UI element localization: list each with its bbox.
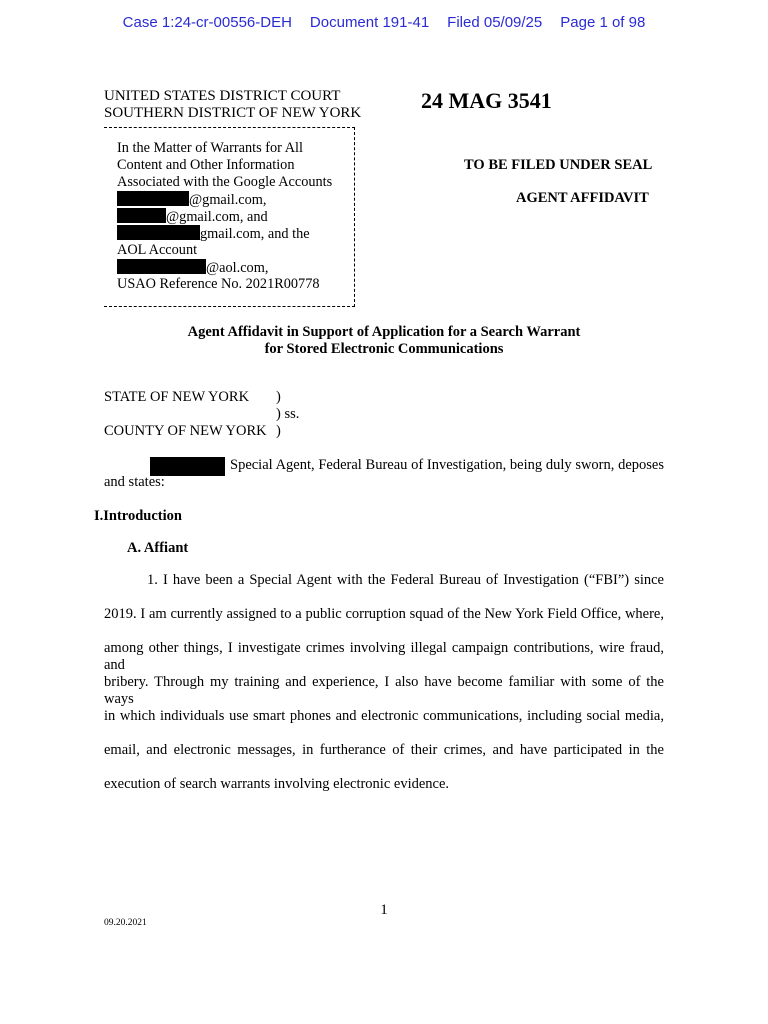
court-line-2: SOUTHERN DISTRICT OF NEW YORK [104,105,362,121]
caption-line-gmail-1 [117,191,332,208]
caption-line-aol [117,259,332,276]
paragraph-line: 1. I have been a Special Agent with the Federal Bureau of Investigation (“FBI”) since [147,572,664,588]
paragraph-line: execution of search warrants involving electronic evidence. [104,776,450,792]
caption-line: Associated with the Google Accounts [117,174,333,190]
caption-line: Content and Other Information [117,157,295,173]
redaction-block [117,259,206,274]
venue-block [104,389,267,440]
caption-line: USAO Reference No. 2021R00778 [117,276,320,292]
paragraph-line: in which individuals use smart phones and electronic communications, including social media, [104,708,664,724]
paragraph-line: email, and electronic messages, in furtherance of their crimes, and have participated in the [104,742,664,758]
paren: ) [276,423,281,439]
paren-ss: ) ss. [276,406,300,422]
court-line-1: UNITED STATES DISTRICT COURT [104,88,341,104]
redaction-block [117,208,166,223]
caption-line-gmail-3 [117,225,332,242]
caption-text: @gmail.com, [189,192,267,208]
seal-label: TO BE FILED UNDER SEAL [464,157,653,173]
intro-text: Special Agent, Federal Bureau of Investigation, being duly sworn, deposes [230,457,664,473]
venue-state: STATE OF NEW YORK [104,389,250,405]
document-title-line-2: for Stored Electronic Communications [264,341,504,357]
caption-line: AOL Account [117,242,198,258]
caption-text: @gmail.com, and [166,209,268,225]
paragraph-line: 2019. I am currently assigned to a public corruption squad of the New York Field Office, where, [104,606,664,622]
footer-date: 09.20.2021 [104,918,147,928]
document-title-line-1: Agent Affidavit in Support of Application for a Search Warrant [187,324,581,340]
paragraph-line: among other things, I investigate crimes involving illegal campaign contributions, wire fraud, and [104,640,664,673]
document-number: Document 191-41 [309,14,430,31]
filed-date: Filed 05/09/25 [447,14,543,31]
caption-text: @aol.com, [206,260,269,276]
subsection-heading: A. Affiant [127,540,189,556]
caption-text: gmail.com, and the [200,226,310,242]
page-count: Page 1 of 98 [560,14,646,31]
page-number: 1 [380,902,388,918]
paragraph-line: bribery. Through my training and experience, I also have become familiar with some of the ways [104,674,664,707]
court-name [104,88,361,122]
case-number: Case 1:24-cr-00556-DEH [122,14,292,31]
venue-parens [276,389,299,440]
caption-line: In the Matter of Warrants for All [117,140,303,156]
venue-county: COUNTY OF NEW YORK [104,423,267,439]
section-heading: I.Introduction [94,508,182,524]
redaction-block [117,225,200,240]
redaction-block [117,191,189,206]
filing-stamp [0,14,768,31]
affidavit-label: AGENT AFFIDAVIT [516,190,649,206]
mag-number: 24 MAG 3541 [421,88,552,113]
paren: ) [276,389,281,405]
intro-continuation: and states: [104,474,165,490]
